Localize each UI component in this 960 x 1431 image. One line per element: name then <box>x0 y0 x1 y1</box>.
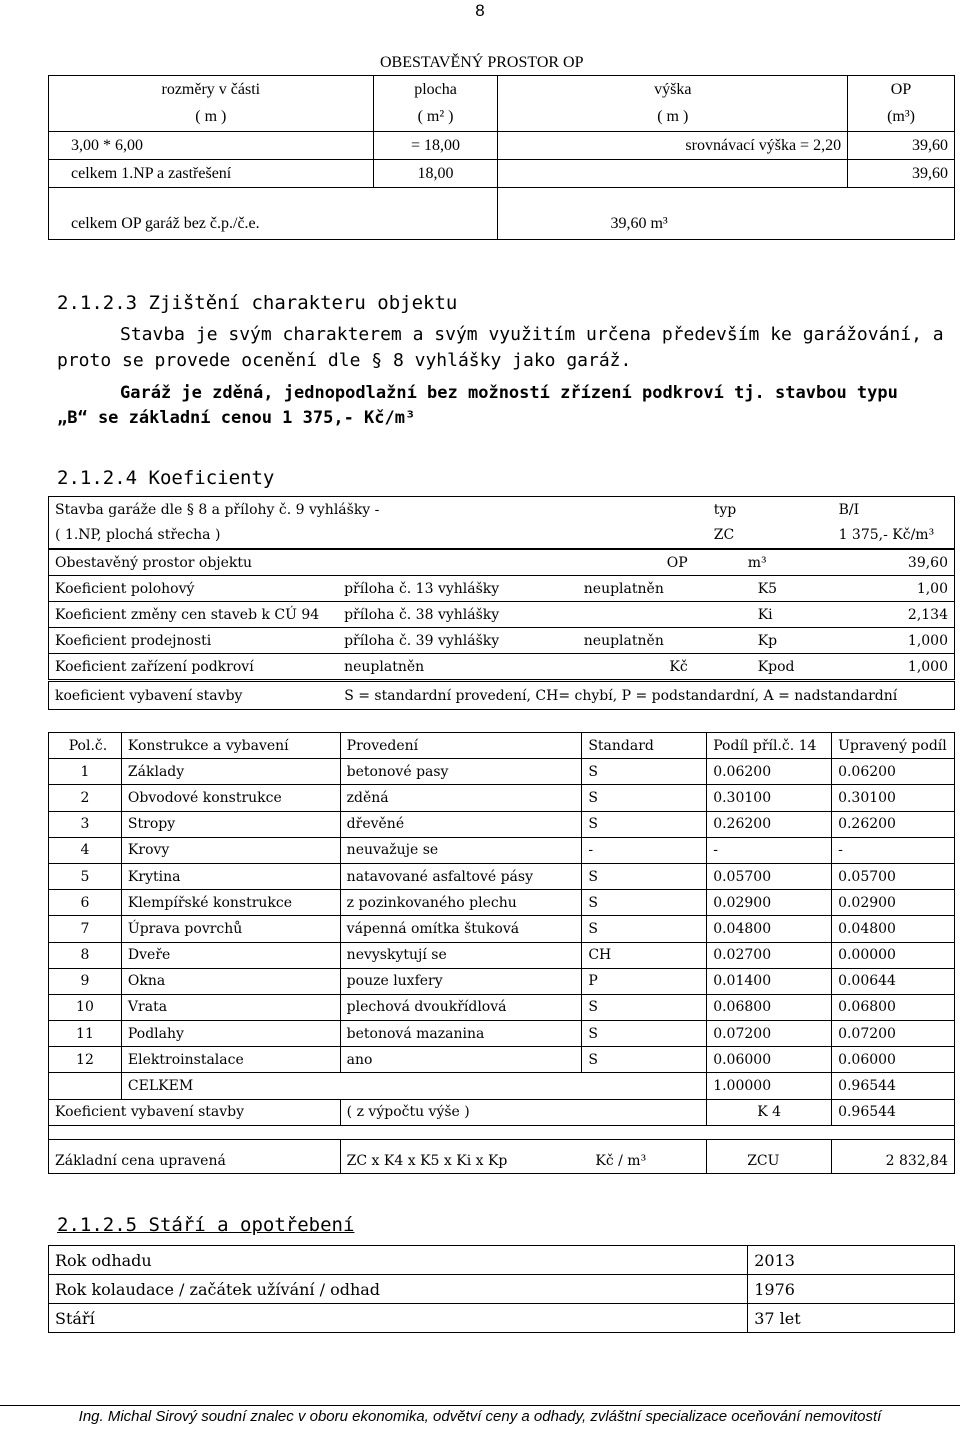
table-row: 4 Krovy neuvažuje se - - - <box>49 837 955 863</box>
table-row: 8 Dveře nevyskytují se CH 0.02700 0.00000 <box>49 942 955 968</box>
zcu-row: Základní cena upravená ZC x K4 x K5 x Ki x Kp Kč / m³ ZCU 2 832,84 <box>49 1139 955 1173</box>
table-row: 11 Podlahy betonová mazanina S 0.07200 0.07200 <box>49 1021 955 1047</box>
table-row: 3 Stropy dřevěné S 0.26200 0.26200 <box>49 811 955 837</box>
column-header: Konstrukce a vybavení <box>121 733 340 759</box>
table-row: Rok kolaudace / začátek užívání / odhad 1976 <box>49 1275 955 1304</box>
table-row: 5 Krytina natavované asfaltové pásy S 0.05700 0.05700 <box>49 863 955 889</box>
op-header-3: výška <box>498 76 848 104</box>
section-213-bold-1: Garáž je zděná, jednopodlažní bez možností zřízení podkroví tj. stavbou typu <box>120 383 898 403</box>
section-213-bold-2: „B“ se základní cenou 1 375,- Kč/m³ <box>57 408 416 428</box>
op-header-4: OP <box>848 76 955 104</box>
op-header-3-unit: ( m ) <box>498 104 848 132</box>
op-row: celkem 1.NP a zastřešení 18,00 39,60 <box>49 160 955 188</box>
equipment-legend: S = standardní provedení, CH= chybí, P = podstandardní, A = nadstandardní <box>344 687 898 704</box>
age-table <box>48 1245 955 1333</box>
section-213-heading: 2.1.2.3 Zjištění charakteru objektu <box>57 292 458 314</box>
footer: Ing. Michal Sirový soudní znalec v oboru ekonomika, odvětví ceny a odhady, zvláštní specializace oceňování nemovitostí <box>78 1408 882 1425</box>
table-row: 2 Obvodové konstrukce zděná S 0.30100 0.30100 <box>49 785 955 811</box>
section-213-para-2: proto se provede ocenění dle § 8 vyhlášky jako garáž. <box>57 350 632 371</box>
table-row: Rok odhadu 2013 <box>49 1246 955 1275</box>
equipment-table <box>48 732 955 1174</box>
coef-table: Obestavěný prostor objektu OP m³ 39,60 Koeficient polohový příloha č. 13 vyhlášky neuplatněn K5 1,00 Koeficient změny cen staveb k CÚ 94 příloha č. 38 vyhlášky Ki 2,134 Koeficient prodejnosti příloha č. 39 vyhlášky neuplatněn Kp 1,000 Koeficient zařízení podkroví neuplatněn Kč Kpod 1,000 <box>48 549 955 680</box>
column-header: Standard <box>582 733 707 759</box>
op-title: OBESTAVĚNÝ PROSTOR OP <box>380 54 584 71</box>
op-table <box>48 75 955 240</box>
table-row: 10 Vrata plechová dvoukřídlová S 0.06800 0.06800 <box>49 994 955 1020</box>
footer-divider <box>0 1405 960 1406</box>
table-row: Stáří 37 let <box>49 1304 955 1333</box>
section-215-heading: 2.1.2.5 Stáří a opotřebení <box>57 1214 355 1236</box>
column-header: Upravený podíl <box>832 733 955 759</box>
op-header-1-unit: ( m ) <box>49 104 374 132</box>
table-row: 12 Elektroinstalace ano S 0.06000 0.06000 <box>49 1047 955 1073</box>
table-header-row <box>49 733 955 759</box>
op-total-row: celkem OP garáž bez č.p./č.e. 39,60 m³ <box>49 188 955 240</box>
column-header: Podíl příl.č. 14 <box>707 733 832 759</box>
equipment-legend-table <box>48 681 955 710</box>
op-row: 3,00 * 6,00 = 18,00 srovnávací výška = 2,20 39,60 <box>49 132 955 160</box>
op-header-1: rozměry v části <box>49 76 374 104</box>
column-header: Pol.č. <box>49 733 122 759</box>
section-214-heading: 2.1.2.4 Koeficienty <box>57 467 275 489</box>
op-header-2: plocha <box>373 76 498 104</box>
table-row: 7 Úprava povrchů vápenná omítka štuková S 0.04800 0.04800 <box>49 916 955 942</box>
op-header-4-unit: (m³) <box>848 104 955 132</box>
page-number: 8 <box>475 1 485 20</box>
table-row: 6 Klempířské konstrukce z pozinkovaného plechu S 0.02900 0.02900 <box>49 890 955 916</box>
column-header: Provedení <box>340 733 582 759</box>
section-213-para-1: Stavba je svým charakterem a svým využitím určena především ke garážování, a <box>120 324 944 345</box>
equipment-label: koeficient vybavení stavby <box>55 687 243 704</box>
table-row: 9 Okna pouze luxfery P 0.01400 0.00644 <box>49 968 955 994</box>
coef-type-table: Stavba garáže dle § 8 a přílohy č. 9 vyhlášky - typ B/I ( 1.NP, plochá střecha ) ZC 1 375,- Kč/m³ <box>48 496 955 549</box>
table-row: 1 Základy betonové pasy S 0.06200 0.06200 <box>49 759 955 785</box>
k4-row: Koeficient vybavení stavby ( z výpočtu výše ) K 4 0.96544 <box>49 1099 955 1125</box>
op-header-2-unit: ( m² ) <box>373 104 498 132</box>
total-row: CELKEM 1.00000 0.96544 <box>49 1073 955 1099</box>
